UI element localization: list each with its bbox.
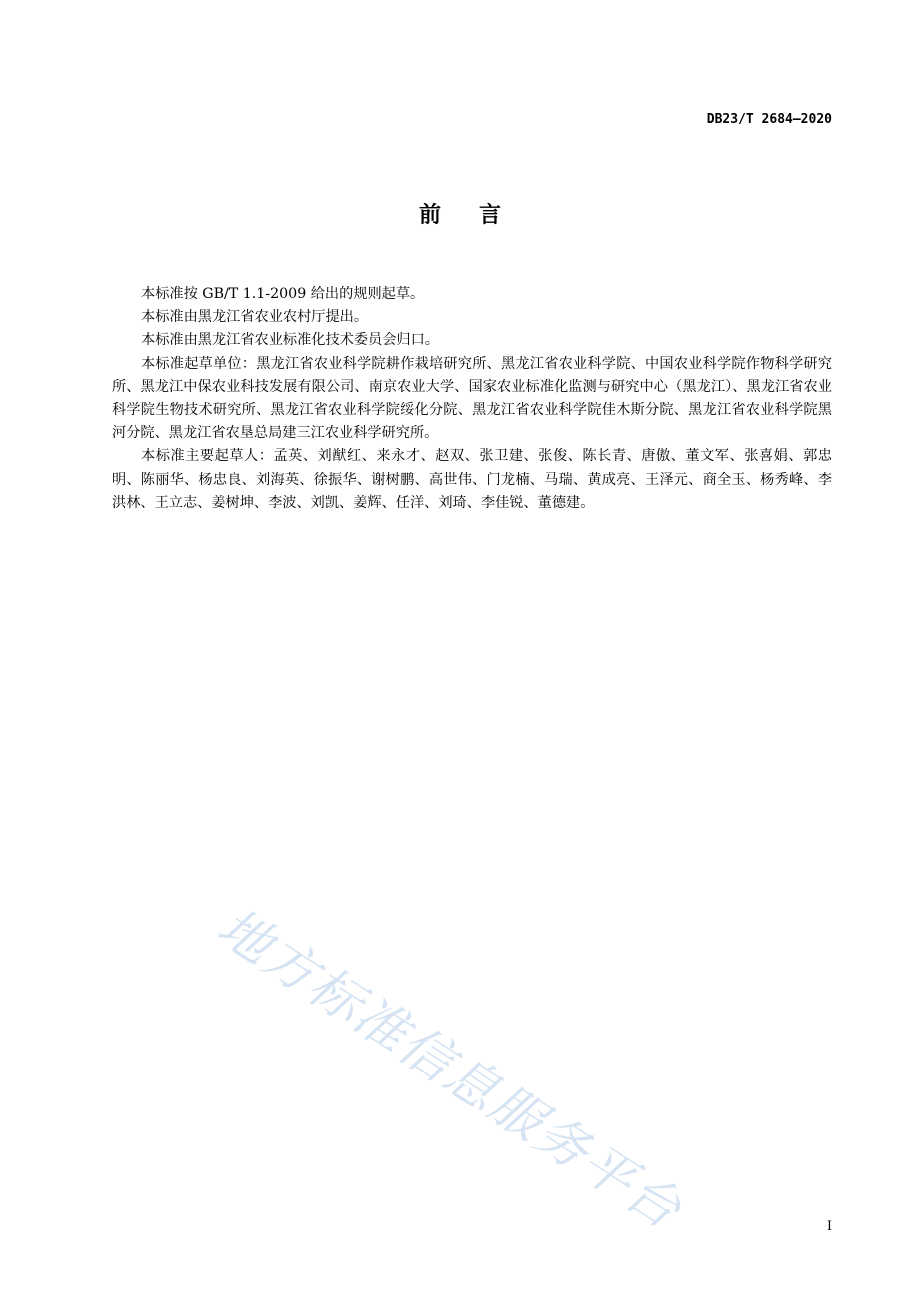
section-title: 前言 <box>418 203 539 228</box>
paragraph-centralized-management: 本标准由黑龙江省农业标准化技术委员会归口。 <box>141 332 439 349</box>
document-number: DB23/T 2684—2020 <box>706 112 832 127</box>
paragraph-drafting-units: 本标准起草单位：黑龙江省农业科学院耕作栽培研究所、黑龙江省农业科学院、中国农业科学院作物科学研究所、黑龙江中保农业科技发展有限公司、南京农业大学、国家农业标准化监测与研究中心（黑龙江）、黑龙江省农业科学院生物技术研究所、黑龙江省农业科学院绥化分院、黑龙江省农业科学院佳木斯分院、黑龙江省农业科学院黑河分院、黑龙江省农垦总局建三江农业科学研究所。 <box>112 355 832 442</box>
paragraph-drafting-rules: 本标准按 GB/T 1.1-2009 给出的规则起草。 <box>141 286 425 302</box>
watermark: 地方标准信息服务平台 <box>206 896 693 1242</box>
paragraph-main-drafters: 本标准主要起草人：孟英、刘猷红、来永才、赵双、张卫建、张俊、陈长青、唐傲、董文军、张喜娟、郭忠明、陈丽华、杨忠良、刘海英、徐振华、谢树鹏、高世伟、门龙楠、马瑞、黄成亮、王泽元、商全玉、杨秀峰、李洪林、王立志、姜树坤、李波、刘凯、姜辉、任洋、刘琦、李佳锐、董德建。 <box>112 448 832 511</box>
paragraph-proposer: 本标准由黑龙江省农业农村厅提出。 <box>141 309 369 326</box>
foreword-body <box>112 283 832 515</box>
page-number: I <box>826 1219 832 1234</box>
